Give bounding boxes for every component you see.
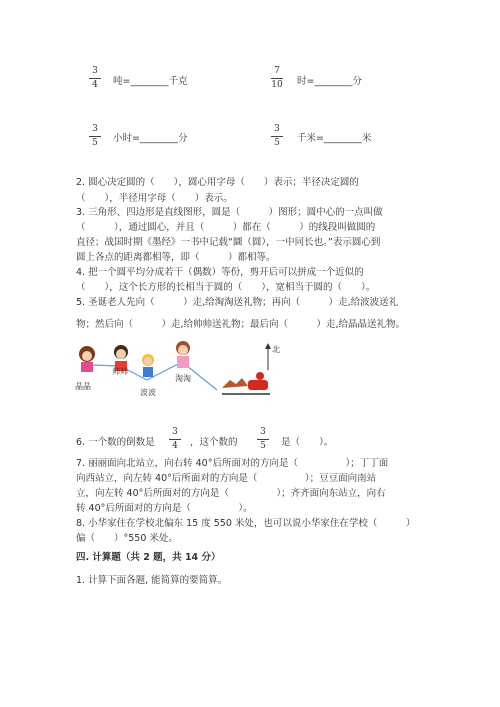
numerator: 3	[92, 66, 98, 76]
child-bobo-figure	[142, 354, 154, 377]
north-arrow-icon	[265, 343, 271, 370]
numerator: 3	[172, 427, 178, 437]
numerator: 7	[274, 66, 280, 76]
label-shuaishuai: 帅帅	[112, 367, 128, 376]
denominator: 4	[172, 441, 178, 451]
denominator: 4	[92, 80, 98, 90]
numerator: 3	[260, 427, 266, 437]
q6-fraction-2	[256, 427, 270, 452]
q7-line1: 7. 丽丽面向北站立，向右转 40°后所面对的方向是（ ）；丁丁面	[76, 458, 389, 469]
fraction-3-4	[88, 66, 102, 91]
child-jingjing-figure	[79, 346, 95, 372]
blank-text-4: 千米=________米	[297, 133, 372, 144]
denominator: 10	[271, 80, 283, 90]
q3-line3: 直径；战国时期《墨经》一书中记载“圜（圆），一中同长也。”表示圆心到	[76, 237, 381, 248]
q6-fraction-1	[168, 427, 182, 452]
section-heading: 四. 计算题（共 2 题，共 14 分）	[76, 552, 221, 563]
label-bobo: 波波	[140, 388, 156, 397]
q7-line4: 转 40°后所面对的方向是（ ）。	[76, 503, 253, 514]
north-label: 北	[272, 345, 280, 354]
label-taotao: 淘淘	[175, 374, 191, 383]
santa-sleigh-figure	[222, 372, 270, 394]
denominator: 5	[274, 138, 280, 148]
numerator: 3	[92, 124, 98, 134]
calc-question: 1. 计算下面各题, 能简算的要简算。	[76, 575, 228, 586]
q3-line2: （ ），通过圆心，并且（ ）都在（ ）的线段叫做圆的	[76, 222, 376, 233]
q4-line1: 4. 把一个圆平均分成若干（偶数）等份，剪开后可以拼成一个近似的	[76, 267, 364, 278]
q6-suffix: 是（ ）。	[281, 437, 334, 448]
blank-text-3: 小时=________分	[113, 133, 188, 144]
fraction-7-10	[270, 66, 284, 91]
fraction-3-5	[88, 124, 102, 149]
santa-route-figure	[72, 340, 282, 402]
q8-line2: 偏（ ）°550 米处。	[76, 533, 178, 544]
q8-line1: 8. 小华家住在学校北偏东 15 度 550 米处，也可以说小华家住在学校（ ）	[76, 518, 416, 529]
blank-text-2: 时=________分	[297, 76, 362, 87]
denominator: 5	[92, 138, 98, 148]
fraction-3-5-b	[270, 124, 284, 149]
q2-line1: 2. 圆心决定圆的（ ），圆心用字母（ ）表示；半径决定圆的	[76, 177, 359, 188]
label-jingjing: 晶晶	[75, 382, 91, 391]
numerator: 3	[274, 124, 280, 134]
child-taotao-figure	[176, 341, 190, 368]
blank-text-1: 吨=________千克	[113, 76, 188, 87]
q4-line2: （ ），这个长方形的长相当于圆的（ ），宽相当于圆的（ ）。	[76, 282, 376, 293]
q3-line1: 3. 三角形、四边形是直线图形，圆是（ ）图形；圆中心的一点叫做	[76, 207, 383, 218]
q7-line2: 向西站立，向左转 40°后所面对的方向是（ ）；豆豆面向南站	[76, 473, 377, 484]
q3-line4: 圆上各点的距离都相等，即（ ）都相等。	[76, 252, 276, 263]
q7-line3: 立，向左转 40°后所面对的方向是（ ）；齐齐面向东站立，向右	[76, 488, 386, 499]
q6-prefix: 6. 一个数的倒数是	[76, 437, 155, 448]
q6-mid: ，这个数的	[190, 437, 238, 448]
q5-line1: 5. 圣诞老人先向（ ）走,给淘淘送礼物；再向（ ）走,给波波送礼	[76, 297, 399, 308]
route-line	[90, 362, 217, 390]
q5-line2: 物；然后向（ ）走,给帅帅送礼物；最后向（ ）走,给晶晶送礼物。	[76, 319, 406, 330]
denominator: 5	[260, 441, 266, 451]
q2-line2: （ ），半径用字母（ ）表示。	[76, 193, 233, 204]
